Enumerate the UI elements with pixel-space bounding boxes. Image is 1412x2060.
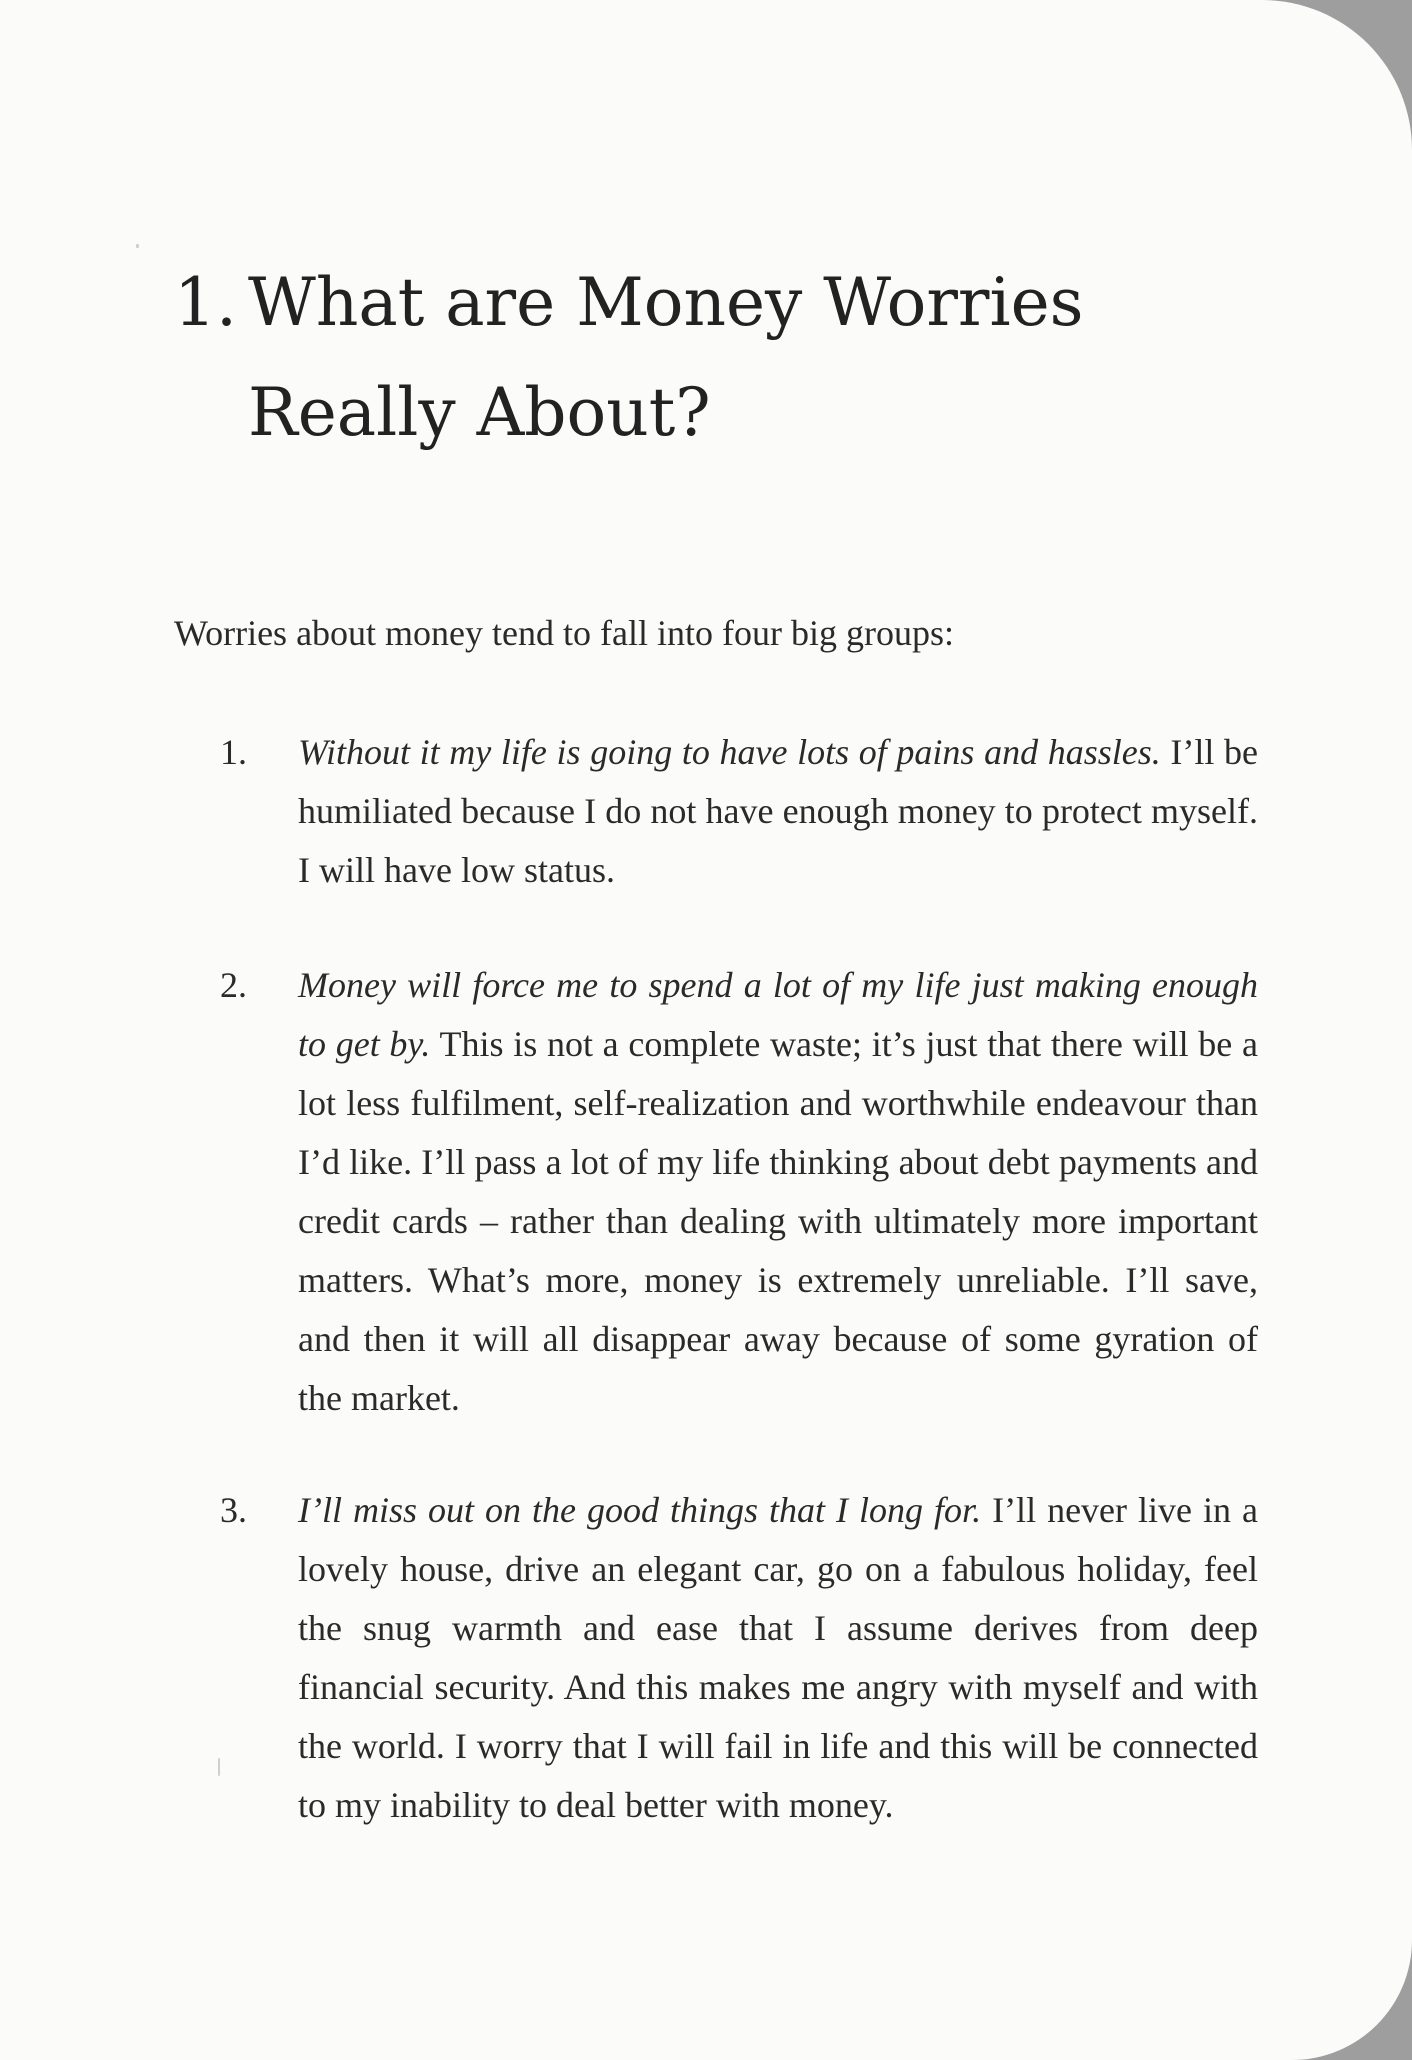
worry-detail: I’ll never live in a lovely house, drive an elegant car, go on a fabulous holiday, feel the snug warmth and ease that I assume derives from deep financial security. And this makes me angry with myself and with the world. I worry that I will fail in life and this will be connected to my inability to deal better with money. xyxy=(298,1490,1258,1825)
worry-lead: Without it my life is going to have lots of pains and hassles. xyxy=(298,732,1161,772)
scan-speck xyxy=(136,244,139,248)
worry-text xyxy=(298,956,1258,1428)
intro-paragraph: Worries about money tend to fall into four big groups: xyxy=(174,613,954,653)
chapter-title xyxy=(174,248,1084,468)
scan-speck xyxy=(218,1758,220,1776)
worry-text xyxy=(298,723,1258,900)
worry-number: 3. xyxy=(220,1490,247,1530)
chapter-number: 1. xyxy=(174,264,237,341)
worry-text xyxy=(298,1481,1258,1835)
worry-lead: Money will force me to spend a lot of my life just making enough to get by. xyxy=(298,965,1258,1064)
chapter-title-line-1: What are Money Worries xyxy=(248,264,1084,341)
worry-lead: I’ll miss out on the good things that I long for. xyxy=(298,1490,982,1530)
chapter-title-line-2: Really About? xyxy=(248,374,711,451)
worry-detail: I’ll be humiliated because I do not have enough money to protect myself. I will have low status. xyxy=(298,732,1259,890)
worry-number: 2. xyxy=(220,965,247,1005)
worry-number: 1. xyxy=(220,732,247,772)
worry-detail: This is not a complete waste; it’s just that there will be a lot less fulfilment, self-realization and worthwhile endeavour than I’d like. I’ll pass a lot of my life thinking about debt payments and credit cards – rather than dealing with ultimately more important matters. What’s more, money is extremely unreliable. I’ll save, and then it will all disappear away because of some gyration of the market. xyxy=(298,1024,1258,1418)
